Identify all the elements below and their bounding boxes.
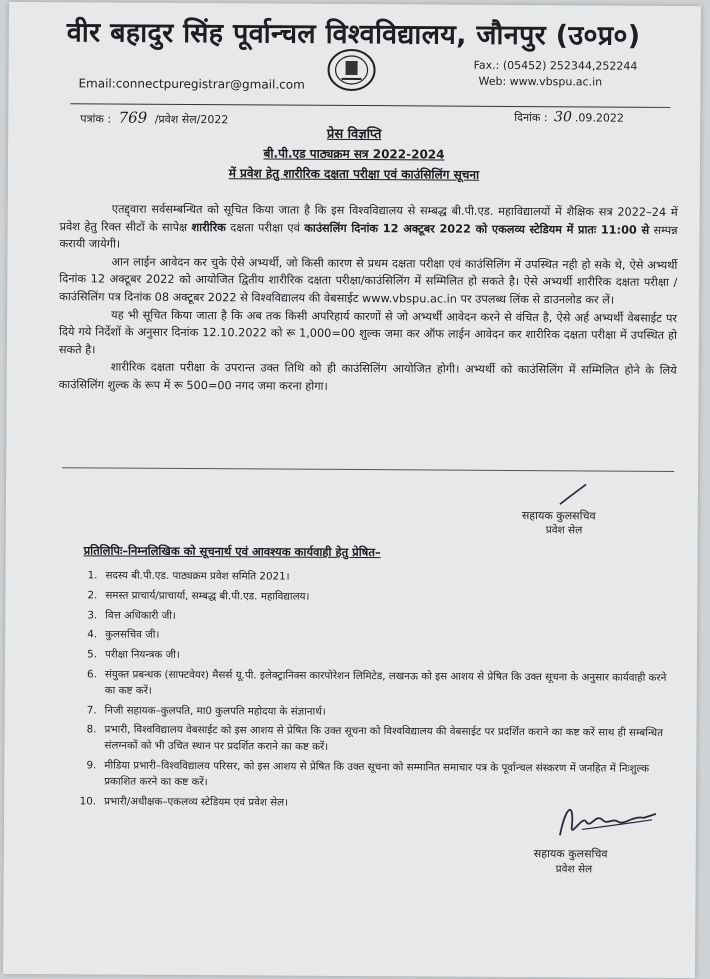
list-item-number: 1. — [87, 569, 98, 582]
list-item — [77, 628, 677, 647]
header-divider — [70, 103, 670, 108]
subject-heading: में प्रवेश हेतु शारीरिक दक्षता परीक्षा एवं काउंसिलिंग सूचना — [228, 166, 480, 182]
list-item-text: निजी सहायक–कुलपति, मा0 कुलपति महोदया के संज्ञानार्थ। — [104, 704, 326, 718]
reference-handwritten-number: 769 — [118, 108, 148, 127]
copy-to-list — [76, 568, 677, 817]
list-item-number: 6. — [87, 668, 97, 681]
email-address: Email:connectpuregistrar@gmail.com — [78, 76, 305, 92]
list-item-text: प्रभारी/अधीक्षक–एकलव्य स्टेडियम एवं प्रवेश सेल। — [104, 795, 289, 809]
signature-mark-icon — [558, 482, 588, 506]
notice-body — [59, 200, 678, 397]
list-item — [76, 758, 676, 793]
list-item — [76, 723, 676, 758]
paragraph-2: आन लाईन आवेदन कर चुके ऐसे अभ्यर्थी, जो किसी कारण से प्रथम दक्षता परीक्षा एवं काउंसिलिंग में उपस्थित नही हो सके थे, ऐसे अभ्यर्थी दिनांक 12 अक्टूबर 2022 को आयोजित द्वितीय शारीरिक दक्षता परीक्षा/काउंसिलिंग में सम्मिलित हो सकते है। ऐसे अभ्यर्थी शारीरिक दक्षता परीक्षा /काउंसिलिंग पत्र दिनांक 08 अक्टूबर 2022 से विश्वविद्यालय की वेबसाईट www.vbspu.ac.in पर उपलब्ध लिंक से डाउनलोड कर लें। — [59, 255, 678, 307]
press-release-heading: प्रेस विज्ञप्ति — [326, 126, 382, 143]
list-item — [77, 568, 677, 587]
date-label: दिनांक : — [514, 110, 548, 125]
paragraph-1: एतद्द्वारा सर्वसम्बन्धित को सूचित किया जाता है कि इस विश्वविद्यालय से सम्बद्ध बी.पी.एड. महाविद्यालयों में शैक्षिक सत्र 2022–24 में प्रवेश हेतु रिक्त सीटों के सापेक्ष शारीरिक दक्षता परीक्षा एवं काउंसलिंग दिनांक 12 अक्टूबर 2022 को एकलव्य स्टेडियम में प्रातः 11:00 से सम्पन्न करायी जायेगी। — [59, 202, 678, 251]
signatory-office: प्रवेश सेल — [545, 524, 583, 537]
list-item — [77, 608, 677, 627]
list-item-text: मीडिया प्रभारी–विश्वविद्यालय परिसर, को इस आशय से प्रेषित कि उक्त सूचना को सम्मानित समाचार पत्र के पूर्वान्चल संस्करण में जनहित में निःशुल्क प्रकाशित करने का कष्ट करें। — [104, 759, 650, 788]
university-name: वीर बहादुर सिंह पूर्वान्चल विश्वविद्यालय, जौनपुर (उ०प्र०) — [66, 17, 641, 52]
reference-label: पत्रांक : — [80, 112, 112, 126]
list-item-text: प्रभारी, विश्वविद्यालय वेबसाईट को इस आशय से प्रेषित कि उक्त सूचना को विश्वविद्यालय की वेबसाईट पर प्रदर्शित कराने का कष्ट करें साथ ही सम्बन्धित संलग्नकों को भी उचित स्थान पर प्रदर्शित कराने का कष्ट करें। — [104, 723, 664, 754]
course-session-heading: बी.पी.एड पाठ्यक्रम सत्र 2022-2024 — [263, 146, 445, 162]
press-release-document — [3, 2, 701, 978]
university-seal-icon — [326, 48, 376, 92]
body-divider — [62, 467, 674, 472]
list-item-number: 10. — [79, 794, 97, 808]
list-item-text: सदस्य बी.पी.एड. पाठ्यक्रम प्रवेश समिति 2021। — [105, 569, 290, 583]
list-item-number: 9. — [86, 759, 97, 772]
list-item-number: 3. — [87, 608, 98, 622]
paragraph-3: यह भी सूचित किया जाता है कि अब तक किसी अपरिहार्य कारणों से जो अभ्यर्थी आवेदन करने से वंचित है, ऐसे अर्ह अभ्यर्थी वेबसाईट पर दिये गये निर्देशों के अनुसार दिनांक 12.10.2022 को रू 1,000=00 शुल्क जमा कर ऑफ लाईन आवेदन कर शारीरिक दक्षता परीक्षा में उपस्थित हो सकते है। — [58, 308, 678, 357]
paragraph-4: शारीरिक दक्षता परीक्षा के उपरान्त उक्त तिथि को ही काउंसिलिंग आयोजित होगी। अभ्यर्थी को काउंसिलिंग में सम्मिलित होने के लिये काउंसिलिंग शुल्क के रूप में रू 500=00 नगद जमा करना होगा। — [58, 360, 677, 393]
list-item — [77, 648, 677, 667]
copy-to-heading: प्रतिलिपिः–निम्नलिखिक को सूचनार्थ एवं आवश्यक कार्यवाही हेतु प्रेषित– — [83, 543, 381, 560]
list-item — [77, 667, 677, 702]
date-rest: .09.2022 — [574, 111, 624, 125]
website: Web: www.vbspu.ac.in — [478, 74, 603, 89]
list-item-number: 5. — [87, 648, 98, 661]
signatory-title-2: सहायक कुलसचिव — [533, 847, 608, 861]
reference-suffix: /प्रवेश सेल/2022 — [154, 112, 229, 127]
list-item — [77, 588, 677, 607]
signatory-office-2: प्रवेश सेल — [555, 863, 593, 876]
date-handwritten-day: 30 — [554, 109, 572, 126]
list-item-number: 4. — [87, 628, 98, 641]
list-item-number: 7. — [86, 703, 97, 717]
list-item-number: 8. — [86, 723, 97, 736]
list-item — [77, 703, 677, 722]
list-item-text: परीक्षा नियन्त्रक जी। — [104, 648, 180, 662]
list-item-text: वित्त अधिकारी जी। — [105, 609, 176, 622]
list-item-text: संयुक्त प्रबन्धक (साफ्टवेयर) मैसर्स यू.पी. इलेक्ट्रानिक्स कारपोरेशन लिमिटेड, लखनऊ को इस आशय से प्रेषित कि उक्त सूचना के अनुसार कार्यवाही करने का कष्ट करें। — [104, 668, 667, 697]
list-item-text: समस्त प्राचार्य/प्राचार्या, सम्बद्ध बी.पी.एड. महाविद्यालय। — [105, 589, 310, 603]
issue-date — [514, 109, 624, 126]
signatory-title: सहायक कुलसचिव — [521, 509, 596, 523]
list-item-text: कुलसचिव जी। — [105, 628, 160, 642]
handwritten-signature-icon — [552, 795, 662, 846]
list-item-number: 2. — [87, 589, 98, 602]
fax-number: Fax.: (05452) 252344,252244 — [473, 58, 638, 73]
